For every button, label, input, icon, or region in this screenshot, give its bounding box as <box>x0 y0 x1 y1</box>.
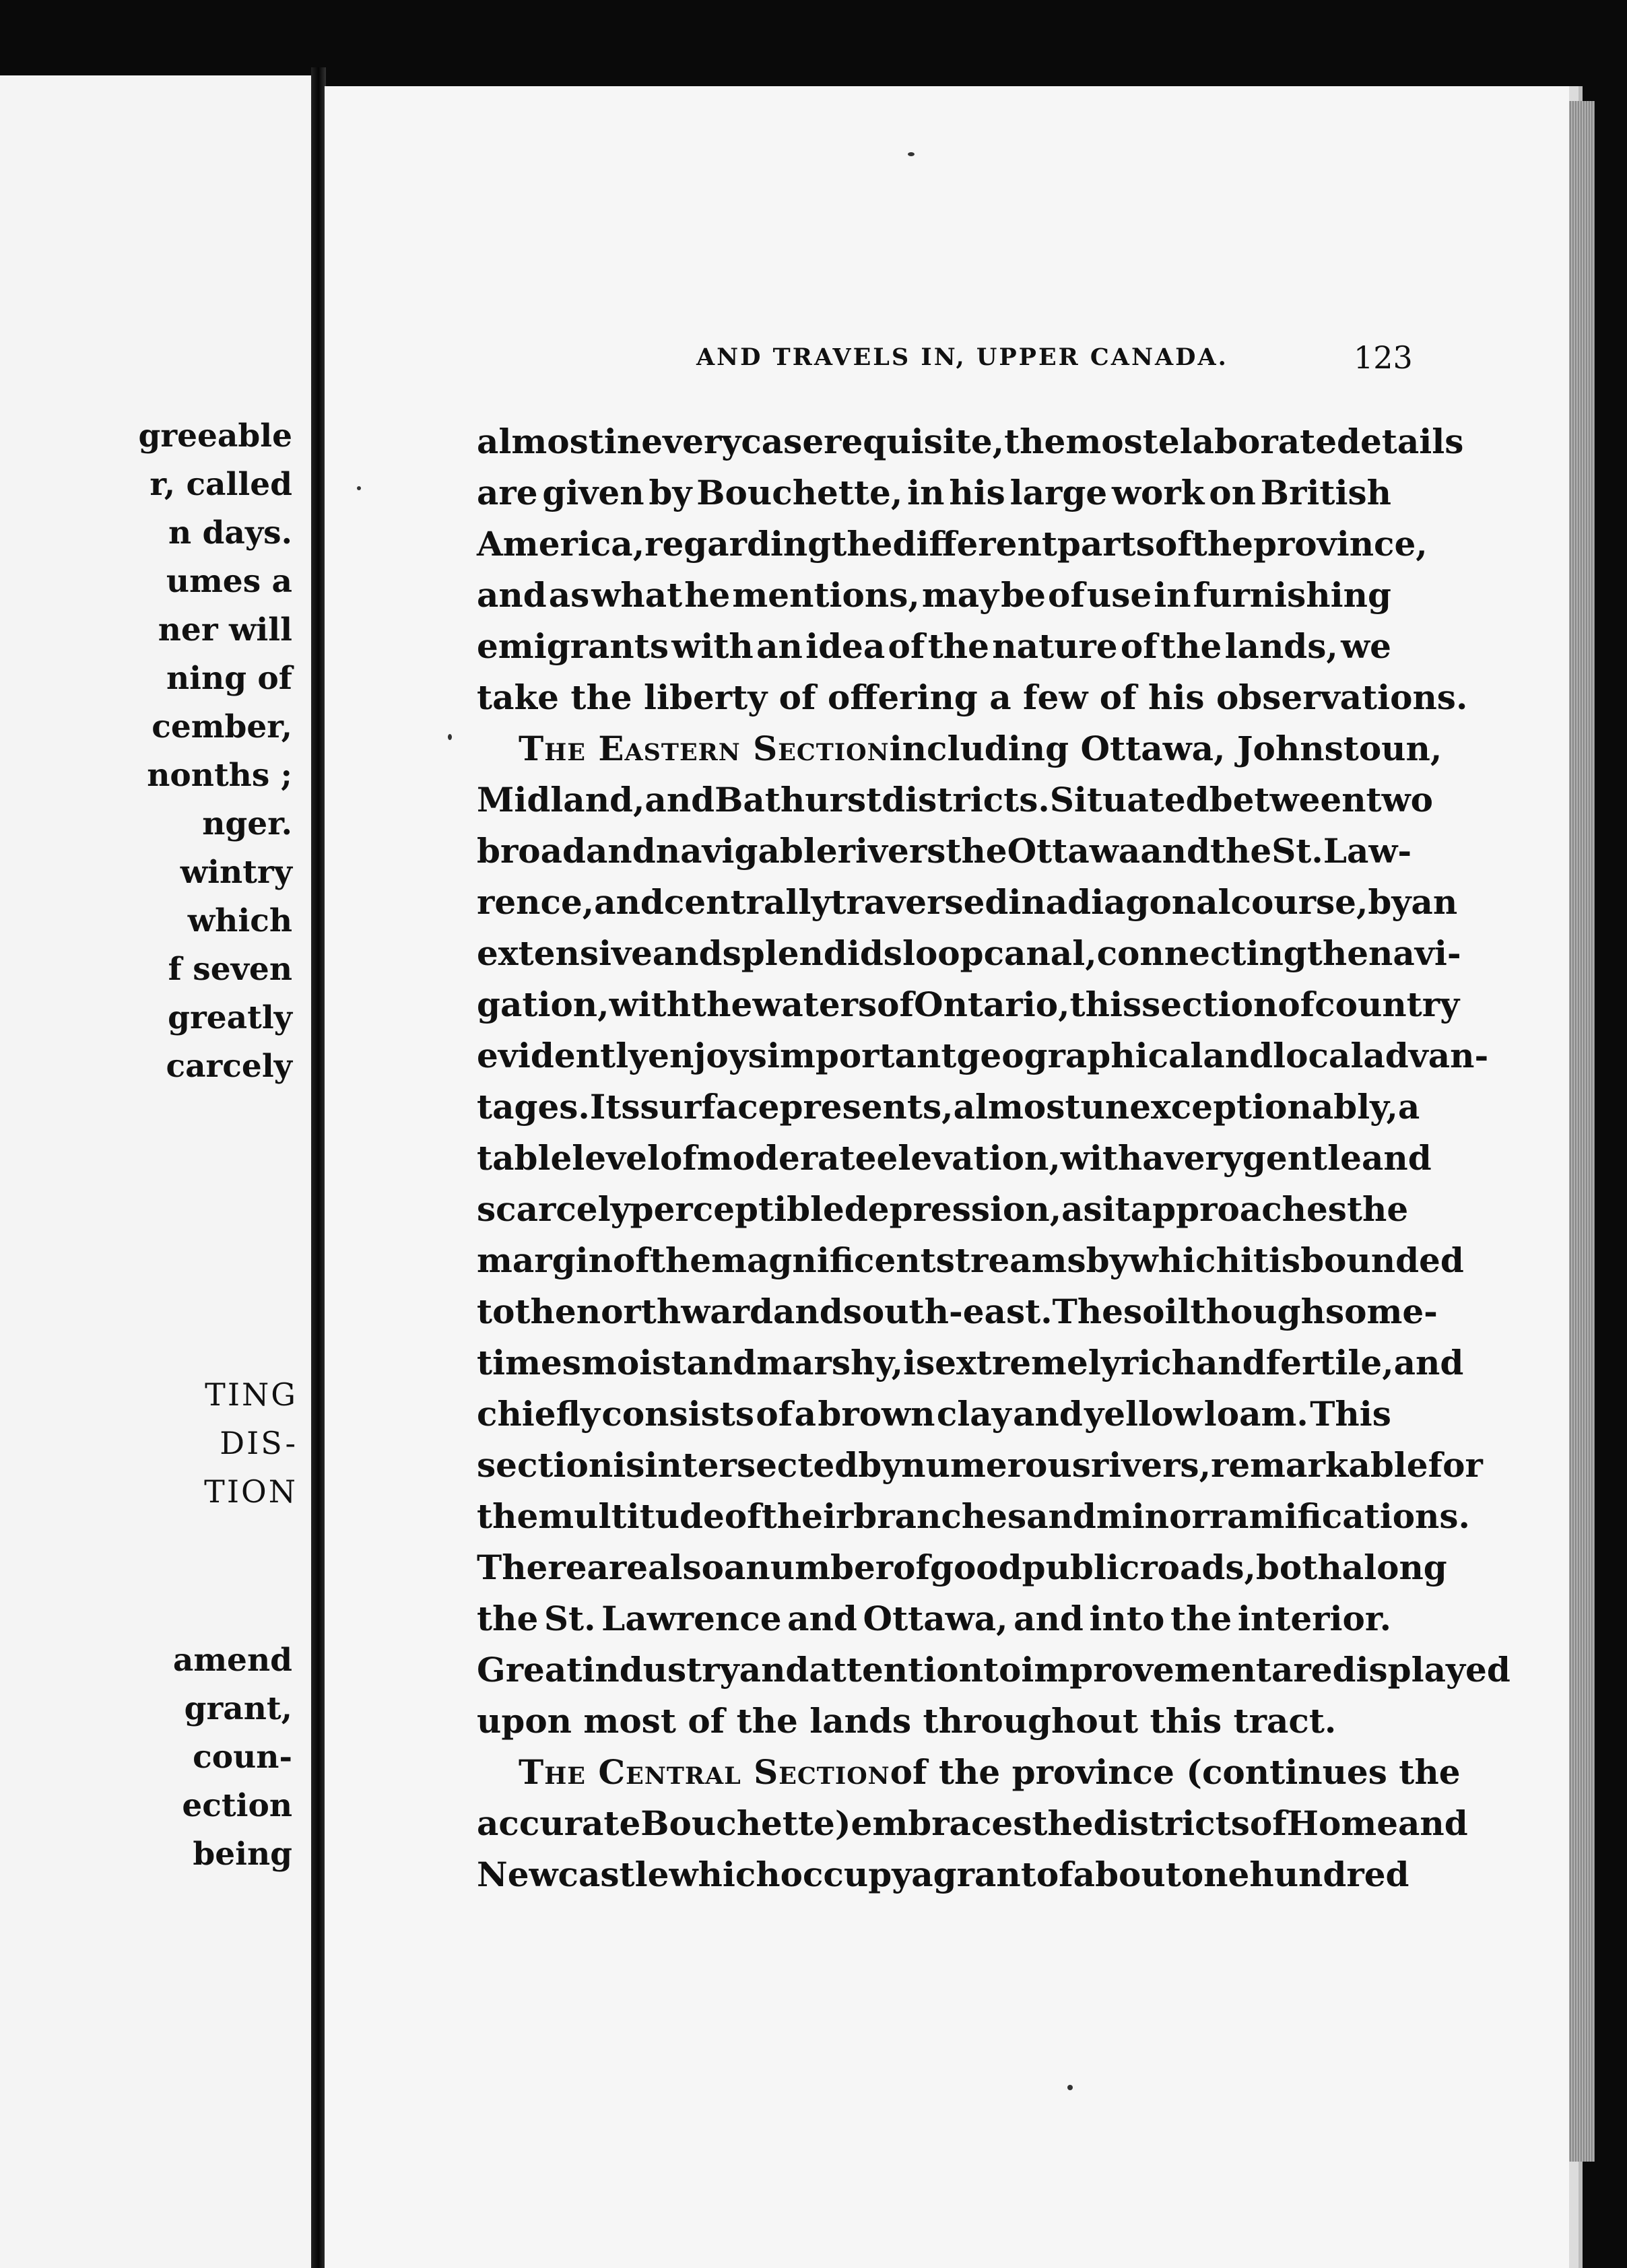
text-line: tages. Its surface presents, almost unexceptionably, a <box>477 1087 1420 1127</box>
text-line: evidently enjoys important geographical and local advan- <box>477 1036 1489 1075</box>
text-line: gation, with the waters of Ontario, this section of country <box>477 985 1460 1024</box>
text-line: America, regarding the different parts of the province, <box>477 524 1428 564</box>
paragraph-1 <box>477 416 1468 723</box>
page-edges <box>1569 101 1595 2162</box>
text-line: the multitude of their branches and minor ramifications. <box>477 1496 1470 1536</box>
text-line: the St. Lawrence and Ottawa, and into the interior. <box>477 1599 1391 1638</box>
running-head: AND TRAVELS IN, UPPER CANADA. <box>696 343 1228 371</box>
left-page-line: umes a <box>166 563 292 600</box>
scan-speck <box>1067 2085 1073 2090</box>
left-page-line: nonths ; <box>147 757 292 794</box>
left-page-line: coun- <box>193 1739 292 1776</box>
line-text: including Ottawa, Johnstoun, <box>889 729 1442 768</box>
left-page-line: wintry <box>180 854 292 891</box>
line-text: of the province (continues the <box>890 1752 1461 1792</box>
left-page-heading-line: DIS- <box>220 1425 298 1461</box>
left-page-line: amend <box>172 1642 292 1679</box>
paragraph-central-section <box>477 1747 1468 1900</box>
left-page-heading-line: TING <box>205 1376 298 1413</box>
text-line: accurate Bouchette) embraces the districts of Home and <box>477 1803 1468 1843</box>
scan-speck <box>357 486 361 490</box>
left-page-line: r, called <box>150 466 292 503</box>
paragraph-eastern-section <box>477 723 1510 1747</box>
text-line: times moist and marshy, is extremely rich and fertile, and <box>477 1343 1464 1382</box>
text-line: broad and navigable rivers the Ottawa and the St. Law- <box>477 831 1412 871</box>
section-label: The Central Section <box>519 1752 890 1792</box>
text-line: Midland, and Bathurst districts. Situated between two <box>477 780 1434 820</box>
left-page-line: f seven <box>168 951 292 988</box>
text-line: to the northward and south-east. The soil though some- <box>477 1292 1438 1331</box>
paragraph-first-line <box>477 723 1442 774</box>
book-gutter <box>311 67 326 2268</box>
text-line: table level of moderate elevation, with a very gentle and <box>477 1138 1432 1178</box>
text-line: chiefly consists of a brown clay and yellow loam. This <box>477 1394 1391 1434</box>
paragraph-first-line <box>477 1747 1461 1798</box>
text-line: and as what he mentions, may be of use in furnishing <box>477 575 1391 615</box>
left-page-line: greatly <box>168 999 292 1036</box>
text-line: take the liberty of offering a few of his observations. <box>477 677 1468 717</box>
page-number: 123 <box>1354 339 1413 376</box>
left-page-line: grant, <box>184 1690 292 1727</box>
left-page-line: carcely <box>166 1048 292 1085</box>
left-page-line: being <box>193 1836 292 1873</box>
text-line: rence, and centrally traversed in a diagonal course, by an <box>477 882 1458 922</box>
left-page-line: n days. <box>168 514 292 552</box>
text-line: extensive and splendid sloop canal, connecting the navi- <box>477 933 1461 973</box>
text-line: scarcely perceptible depression, as it approaches the <box>477 1189 1409 1229</box>
scan-speck <box>908 152 915 156</box>
text-line: are given by Bouchette, in his large work on British <box>477 473 1391 512</box>
left-facing-page <box>0 75 311 2268</box>
text-line: upon most of the lands throughout this tract. <box>477 1701 1337 1741</box>
text-line: Great industry and attention to improvement are displayed <box>477 1650 1510 1690</box>
section-label: The Eastern Section <box>519 729 890 768</box>
left-page-heading-line: TION <box>204 1473 298 1510</box>
text-line: almost in every case requisite, the most elaborate details <box>477 422 1464 461</box>
left-page-line: which <box>187 902 292 939</box>
text-line: There are also a number of good public roads, both along <box>477 1547 1447 1587</box>
scan-speck <box>448 734 452 740</box>
text-line: Newcastle which occupy a grant of about one hundred <box>477 1855 1409 1894</box>
left-page-line: ner will <box>158 611 292 648</box>
left-page-line: greeable <box>138 418 292 455</box>
text-line: section is intersected by numerous rivers, remarkable for <box>477 1445 1483 1485</box>
text-line: margin of the magnificent streams by which it is bounded <box>477 1240 1464 1280</box>
text-line: emigrants with an idea of the nature of the lands, we <box>477 626 1391 666</box>
left-page-line: nger. <box>202 805 292 842</box>
left-page-line: ection <box>182 1787 292 1824</box>
page-body <box>477 416 1510 1900</box>
left-page-line: ning of <box>166 660 292 697</box>
left-page-line: cember, <box>152 708 292 745</box>
